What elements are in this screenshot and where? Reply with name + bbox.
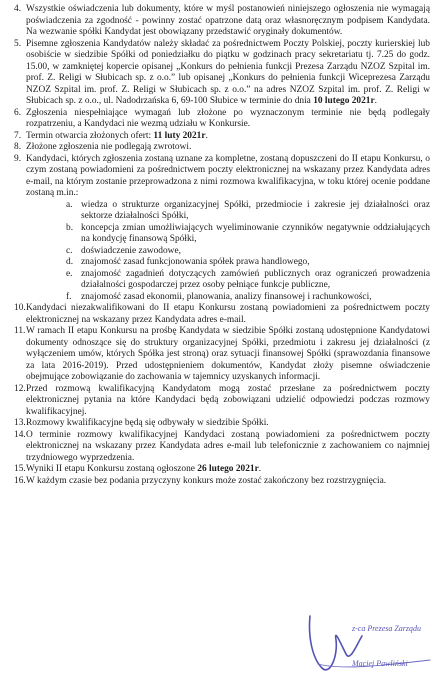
list-item: 4. Wszystkie oświadczenia lub dokumenty, które w myśl postanowień niniejszego ogłoszenia nie wymagają poświadczenia za zgodność - powinny zostać opatrzone datą oraz własnoręcznym podpisem Kandydata. Na wezwanie spółki Kandydat jest obowiązany przedstawić oryginały dokumentów. — [14, 4, 430, 37]
list-item: 9. Kandydaci, których zgłoszenia zostaną uznane za kompletne, zostaną dopuszczeni do II etapu Konkursu, o czym zostaną powiadomieni za pośrednictwem poczty elektronicznej na wskazany przez Kandydata adres e-mail, na którym zostanie przeprowadzona z nimi rozmowa kwalifikacyjna, w toku której ocenie poddane zostaną m.in.: a. wiedza o strukturze organizacyjnej Spółki, przedmiocie i zakresie jej działalności oraz sektorze działalności Spółki, b. koncepcja zmian umożliwiających wyeliminowanie czynników negatywnie oddziałujących na kondycję finansową Spółki, c. doświadczenie zawodowe, d. znajomość zasad funkcjonowania spółek prawa handlowego, e. znajomość zagadnień dotyczących zamówień publicznych oraz ograniczeń prowadzenia działalności gospodarczej przez osoby pełniące funkcje publiczne, f. znajomość zasad ekonomii, planowania, analizy finansowej i rachunkowości, — [14, 153, 430, 302]
list-item: 5. Pisemne zgłoszenia Kandydatów należy składać za pośrednictwem Poczty Polskiej, poczty kurierskiej lub osobiście w siedzibie Spółki od poniedziałku do piątku w godzinach pracy sekretariatu tj. 7.25 do godz. 15.00, w zamkniętej kopercie opisanej „Konkurs do pełnienia funkcji Prezesa Zarządu NZOZ Szpital im. prof. Z. Religi w Słubicach sp. z o.o.” lub opisanej „Konkurs do pełnienia funkcji Wiceprezesa Zarządu NZOZ Szpital im. prof. Z. Religi w Słubicach sp. z o.o.” na adres NZOZ Szpital im. prof. Z. Religi w Słubicach sp. z o.o., ul. Nadodrzańska 6, 69-100 Słubice w terminie do dnia 10 lutego 2021r. — [14, 38, 430, 106]
list-item: 11. W ramach II etapu Konkursu na prośbę Kandydata w siedzibie Spółki zostaną udostępnione Kandydatowi dokumenty odnoszące się do struktury organizacyjnej Spółki, przedmiotu i zakresu jej działalności (z wyłączeniem umów, których Spółka jest stroną) oraz sytuacji finansowej Spółki (sprawozdania finansowe za lata 2016-2019). Przed udostępnieniem dokumentów, Kandydat złoży pisemne oświadczenie obejmujące zobowiązanie do zachowania w tajemnicy uzyskanych informacji. — [14, 326, 430, 382]
sub-list-item: b. koncepcja zmian umożliwiających wyeliminowanie czynników negatywnie oddziałujących na kondycję finansową Spółki, — [66, 222, 430, 244]
list-item: 13. Rozmowy kwalifikacyjne będą się odbywały w siedzibie Spółki. — [14, 418, 269, 428]
list-item: 15. Wyniki II etapu Konkursu zostaną ogłoszone 26 lutego 2021r. — [14, 464, 262, 474]
list-item: 14. O terminie rozmowy kwalifikacyjnej Kandydaci zostaną powiadomieni za pośrednictwem poczty elektronicznej na wskazany przez Kandydata adres e-mail lub telefonicznie z zachowaniem co najmniej trzydniowego wyprzedzenia. — [14, 429, 430, 463]
list-item: 8. Złożone zgłoszenia nie podlegają zwrotowi. — [14, 142, 192, 152]
signature-title: z-ca Prezesa Zarządu — [352, 624, 422, 633]
list-item: 6. Zgłoszenia niespełniające wymagań lub złożone po wyznaczonym terminie nie będą podlegały rozpatrzeniu, a Kandydaci nie wezmą udziału w Konkursie. — [14, 107, 430, 129]
list-item: 12. Przed rozmową kwalifikacyjną Kandydatom mogą zostać przesłane za pośrednictwem poczty elektronicznej pytania na które Kandydaci będą zobowiązani udzielić odpowiedzi podczas rozmowy kwalifikacyjnej. — [14, 383, 430, 417]
sub-list-item: a. wiedza o strukturze organizacyjnej Spółki, przedmiocie i zakresie jej działalności oraz sektorze działalności Spółki, — [66, 199, 430, 221]
sub-list-item: d. znajomość zasad funkcjonowania spółek prawa handlowego, — [66, 257, 310, 267]
deadline-date: 10 lutego 2021r — [313, 96, 375, 106]
evaluation-criteria-list — [26, 200, 430, 304]
list-item: 16. W każdym czasie bez podania przyczyny konkurs może zostać zakończony bez rozstrzygnięcia. — [14, 475, 387, 486]
conditions-list — [14, 4, 430, 487]
sub-list-item: c. doświadczenie zawodowe, — [66, 245, 181, 256]
results-date: 26 lutego 2021r — [197, 464, 259, 474]
list-item: 7. Termin otwarcia złożonych ofert: 11 luty 2021r. — [14, 130, 208, 141]
signature-name: Maciej Pawliński — [352, 659, 408, 668]
list-item: 10. Kandydaci niezakwalifikowani do II etapu Konkursu zostaną powiadomieni za pośrednictwem poczty elektronicznej na wskazany przez Kandydata adres e-mail. — [14, 303, 430, 325]
opening-date: 11 luty 2021r — [153, 130, 206, 141]
sub-list-item: f. znajomość zasad ekonomii, planowania, analizy finansowej i rachunkowości, — [66, 291, 372, 302]
sub-list-item: e. znajomość zagadnień dotyczących zamówień publicznych oraz ograniczeń prowadzenia działalności gospodarczej przez osoby pełniące funkcje publiczne, — [66, 268, 430, 290]
